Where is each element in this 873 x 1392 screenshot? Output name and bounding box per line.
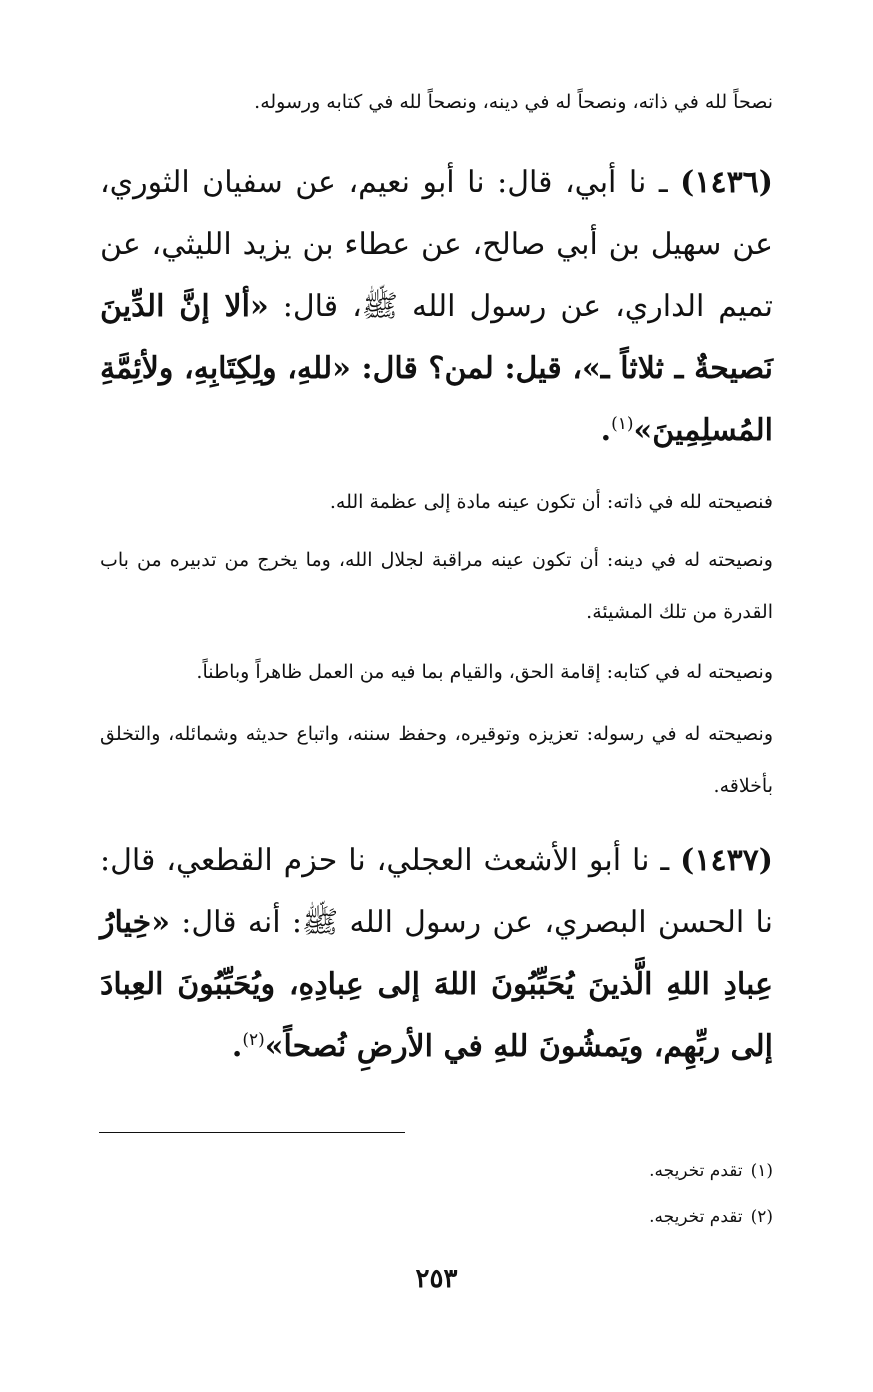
explanation-1: فنصيحته لله في ذاته: أن تكون عينه مادة إلى عظمة الله. [329, 491, 773, 513]
explanation-3: ونصيحته له في كتابه: إقامة الحق، والقيام بما فيه من العمل ظاهراً وباطناً. [196, 661, 773, 683]
footnote-2 [100, 1204, 773, 1230]
footnote-marker: (٢) [242, 1030, 265, 1050]
explanation-4: ونصيحته له في رسوله: تعزيزه وتوقيره، وحفظ سننه، واتباع حديثه وشمائله، والتخلق بأخلاقه. [100, 723, 773, 797]
hadith-number: (١٤٣٧) [680, 843, 773, 878]
intro-line: نصحاً لله في ذاته، ونصحاً له في دينه، ونصحاً لله في كتابه ورسوله. [254, 91, 773, 113]
hadith-quote: «ألا إنَّ الدِّينَ نَصيحةٌ ـ ثلاثاً ـ»، قيل: لمن؟ قال: «للهِ، ولِكِتَابِهِ، ولأئِمَّةِ المُسلِمِينَ» [100, 289, 773, 448]
footnote-number: (٢) [750, 1207, 773, 1227]
hadith-quote: «خِيارُ عِبادِ اللهِ الَّذينَ يُحَبِّبُونَ اللهَ إلى عِبادِهِ، ويُحَبِّبُونَ العِبادَ إلى ربِّهِم، ويَمشُونَ للهِ في الأرضِ نُصحاً» [100, 905, 773, 1064]
hadith-chain: ـ نا أبي، قال: نا أبو نعيم، عن سفيان الثوري، عن سهيل بن أبي صالح، عن عطاء بن يزيد الليثي، عن تميم الداري، عن رسول الله ﷺ، قال: [100, 165, 773, 324]
footnote-marker: (١) [611, 414, 634, 434]
footnote-1 [100, 1158, 773, 1184]
hadith-chain: ـ نا أبو الأشعث العجلي، نا حزم القطعي، قال: نا الحسن البصري، عن رسول الله ﷺ: أنه قال: [100, 843, 773, 940]
explanation-2: ونصيحته له في دينه: أن تكون عينه مراقبة لجلال الله، وما يخرج من تدبيره من باب القدرة من تلك المشيئة. [100, 549, 773, 623]
hadith-1437 [100, 830, 773, 1078]
hadith-1436 [100, 152, 773, 462]
hadith-end: . [600, 413, 612, 448]
footnote-text: تقدم تخريجه. [649, 1161, 743, 1181]
footnote-divider [99, 1132, 405, 1133]
page-number: ٢٥٣ [415, 1264, 458, 1294]
footnote-text: تقدم تخريجه. [649, 1207, 743, 1227]
hadith-end: . [231, 1029, 243, 1064]
footnote-number: (١) [750, 1161, 773, 1181]
hadith-number: (١٤٣٦) [680, 165, 773, 200]
